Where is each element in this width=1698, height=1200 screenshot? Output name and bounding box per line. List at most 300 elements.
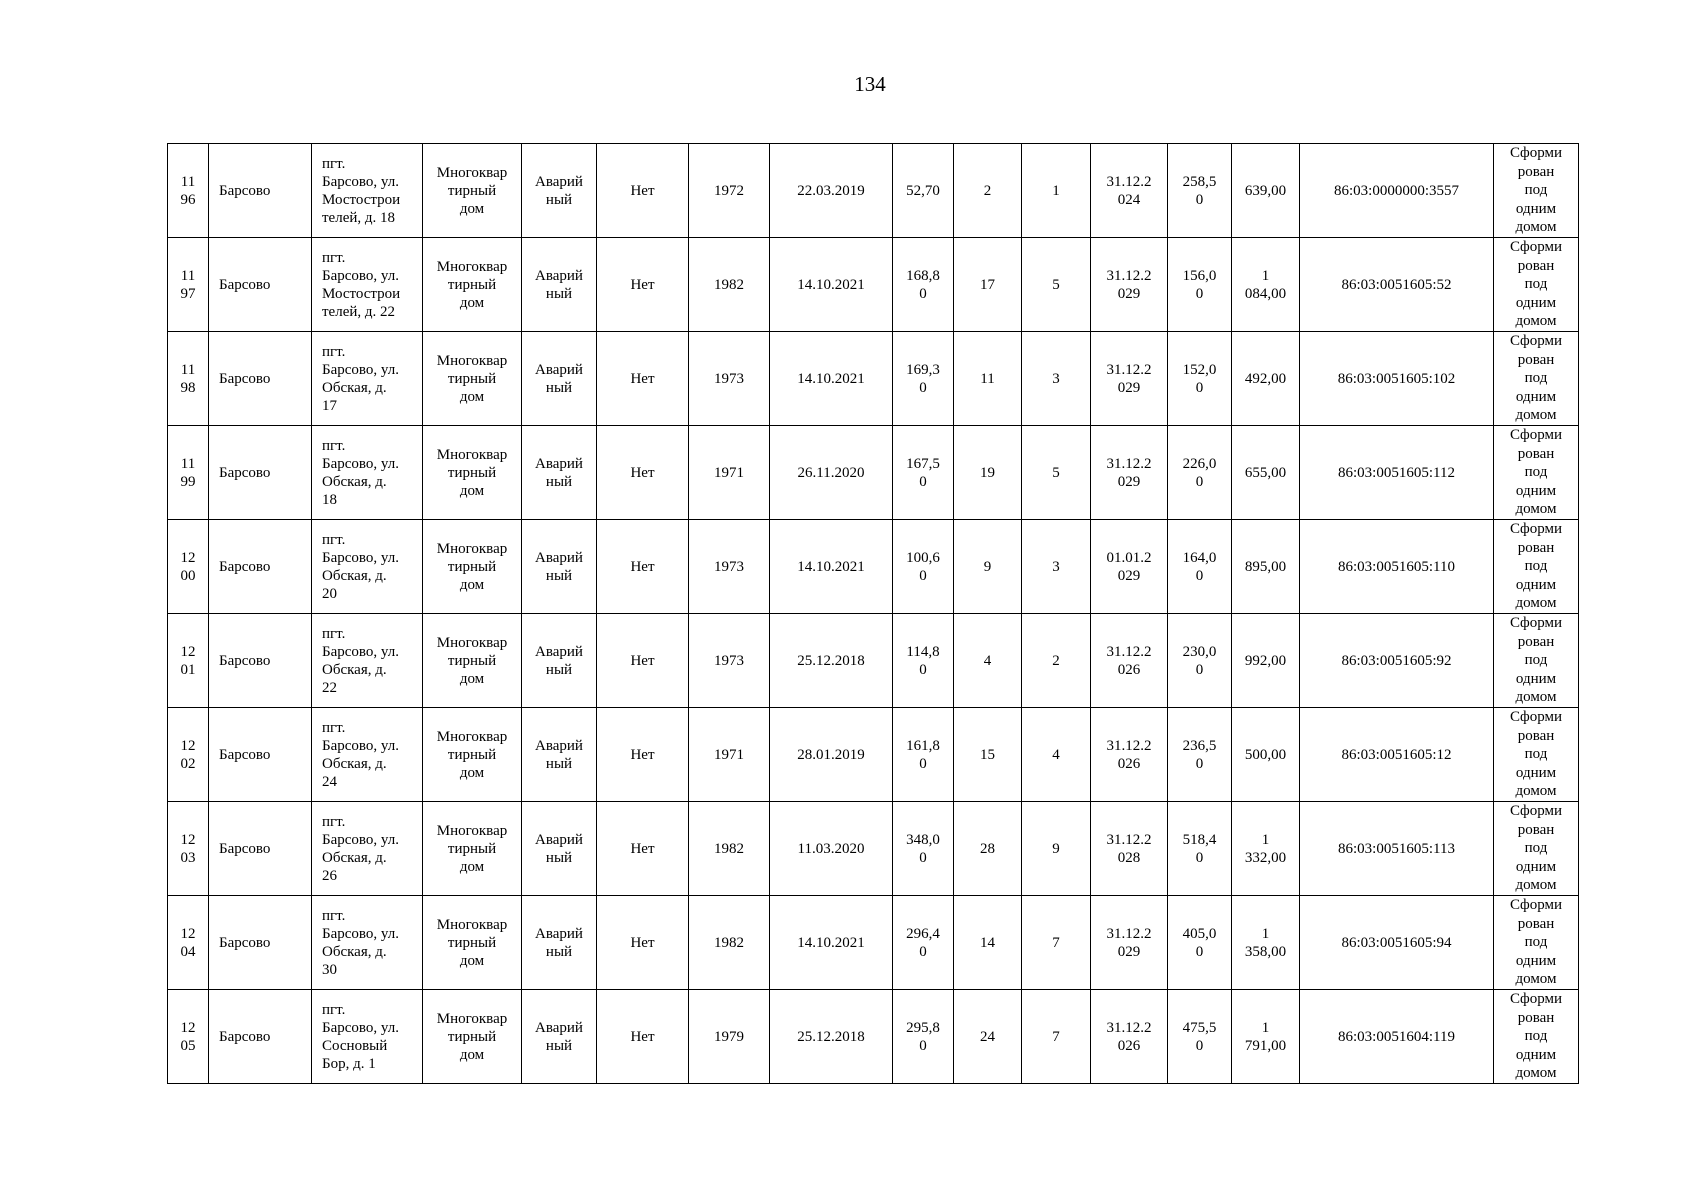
count-b-cell-text: 3	[1052, 558, 1060, 575]
count-b-cell	[1022, 144, 1091, 238]
note-cell-text: Сформи рован под одним домом	[1509, 145, 1563, 235]
recognition-date-cell-text: 26.11.2020	[797, 464, 865, 481]
cadastral-number-cell-text: 86:03:0000000:3557	[1333, 182, 1459, 199]
settlement-cell	[209, 238, 312, 332]
flag-cell-text: Нет	[630, 276, 655, 293]
value-a-cell-text: 236,5 0	[1182, 737, 1217, 772]
recognition-date-cell-text: 28.01.2019	[797, 746, 865, 763]
row-number-cell	[168, 144, 209, 238]
area-cell	[893, 426, 954, 520]
area-cell-text: 114,8 0	[906, 643, 940, 678]
planned-date-cell-text: 31.12.2 026	[1106, 737, 1152, 772]
note-cell-text: Сформи рован под одним домом	[1509, 991, 1563, 1081]
row-number-cell	[168, 990, 209, 1084]
year-built-cell	[689, 896, 770, 990]
value-b-cell	[1232, 426, 1300, 520]
building-type-cell	[423, 614, 522, 708]
row-number-cell-text: 12 01	[180, 643, 196, 678]
building-type-cell	[423, 238, 522, 332]
settlement-cell	[209, 708, 312, 802]
value-a-cell	[1168, 896, 1232, 990]
table-row	[168, 144, 1579, 238]
value-a-cell	[1168, 332, 1232, 426]
condition-cell	[522, 144, 597, 238]
building-type-cell-text: Многоквар тирный дом	[436, 352, 508, 405]
condition-cell-text: Аварий ный	[535, 361, 583, 396]
value-b-cell	[1232, 332, 1300, 426]
planned-date-cell-text: 31.12.2 029	[1106, 361, 1152, 396]
settlement-cell	[209, 614, 312, 708]
flag-cell	[597, 426, 689, 520]
address-cell-text: пгт. Барсово, ул. Обская, д. 30	[322, 907, 399, 978]
condition-cell-text: Аварий ный	[535, 925, 583, 960]
address-cell-text: пгт. Барсово, ул. Обская, д. 17	[322, 343, 399, 414]
count-a-cell	[954, 238, 1022, 332]
row-number-cell-text: 11 98	[180, 361, 196, 396]
area-cell	[893, 802, 954, 896]
count-a-cell	[954, 144, 1022, 238]
condition-cell	[522, 520, 597, 614]
condition-cell	[522, 802, 597, 896]
count-b-cell	[1022, 238, 1091, 332]
value-a-cell	[1168, 708, 1232, 802]
building-type-cell-text: Многоквар тирный дом	[436, 634, 508, 687]
cadastral-number-cell	[1300, 896, 1494, 990]
year-built-cell	[689, 708, 770, 802]
area-cell	[893, 896, 954, 990]
recognition-date-cell	[770, 144, 893, 238]
value-a-cell	[1168, 144, 1232, 238]
area-cell	[893, 520, 954, 614]
planned-date-cell	[1091, 238, 1168, 332]
condition-cell-text: Аварий ный	[535, 173, 583, 208]
building-type-cell-text: Многоквар тирный дом	[436, 446, 508, 499]
row-number-cell-text: 12 04	[180, 925, 196, 960]
note-cell	[1494, 520, 1579, 614]
count-a-cell-text: 11	[980, 370, 995, 387]
value-b-cell	[1232, 238, 1300, 332]
value-a-cell-text: 152,0 0	[1182, 361, 1217, 396]
value-a-cell	[1168, 520, 1232, 614]
settlement-cell	[209, 144, 312, 238]
cadastral-number-cell-text: 86:03:0051605:92	[1341, 652, 1452, 669]
planned-date-cell	[1091, 708, 1168, 802]
flag-cell-text: Нет	[630, 840, 655, 857]
count-b-cell-text: 2	[1052, 652, 1060, 669]
row-number-cell	[168, 708, 209, 802]
building-type-cell-text: Многоквар тирный дом	[436, 164, 508, 217]
area-cell-text: 348,0 0	[906, 831, 940, 866]
settlement-cell-text: Барсово	[219, 652, 271, 669]
year-built-cell	[689, 520, 770, 614]
area-cell	[893, 144, 954, 238]
planned-date-cell-text: 31.12.2 029	[1106, 925, 1152, 960]
table-row	[168, 426, 1579, 520]
row-number-cell	[168, 802, 209, 896]
settlement-cell	[209, 520, 312, 614]
value-b-cell-text: 655,00	[1244, 464, 1287, 481]
count-a-cell-text: 19	[980, 464, 995, 481]
count-a-cell-text: 24	[980, 1028, 995, 1045]
condition-cell-text: Аварий ный	[535, 455, 583, 490]
area-cell	[893, 990, 954, 1084]
flag-cell-text: Нет	[630, 1028, 655, 1045]
address-cell-text: пгт. Барсово, ул. Обская, д. 22	[322, 625, 399, 696]
building-type-cell	[423, 802, 522, 896]
value-b-cell-text: 639,00	[1244, 182, 1287, 199]
recognition-date-cell	[770, 708, 893, 802]
year-built-cell-text: 1973	[714, 652, 744, 669]
note-cell-text: Сформи рован под одним домом	[1509, 897, 1563, 987]
flag-cell	[597, 332, 689, 426]
settlement-cell-text: Барсово	[219, 182, 271, 199]
cadastral-number-cell-text: 86:03:0051605:102	[1337, 370, 1456, 387]
note-cell-text: Сформи рован под одним домом	[1509, 521, 1563, 611]
count-b-cell	[1022, 990, 1091, 1084]
building-type-cell	[423, 896, 522, 990]
recognition-date-cell	[770, 426, 893, 520]
building-type-cell	[423, 144, 522, 238]
row-number-cell-text: 12 00	[180, 549, 196, 584]
count-a-cell	[954, 520, 1022, 614]
count-a-cell-text: 4	[983, 652, 992, 669]
count-b-cell-text: 1	[1052, 182, 1060, 199]
condition-cell	[522, 332, 597, 426]
value-a-cell-text: 156,0 0	[1182, 267, 1217, 302]
row-number-cell	[168, 332, 209, 426]
count-a-cell	[954, 332, 1022, 426]
area-cell	[893, 332, 954, 426]
building-type-cell	[423, 990, 522, 1084]
condition-cell	[522, 708, 597, 802]
recognition-date-cell	[770, 990, 893, 1084]
building-type-cell-text: Многоквар тирный дом	[436, 540, 508, 593]
flag-cell-text: Нет	[630, 558, 655, 575]
value-b-cell	[1232, 614, 1300, 708]
building-type-cell-text: Многоквар тирный дом	[436, 916, 508, 969]
flag-cell-text: Нет	[630, 182, 655, 199]
area-cell-text: 52,70	[906, 182, 940, 199]
count-a-cell	[954, 426, 1022, 520]
flag-cell-text: Нет	[630, 370, 655, 387]
row-number-cell-text: 12 05	[180, 1019, 196, 1054]
flag-cell	[597, 144, 689, 238]
value-a-cell	[1168, 426, 1232, 520]
row-number-cell-text: 11 99	[180, 455, 196, 490]
cadastral-number-cell-text: 86:03:0051605:112	[1338, 464, 1455, 481]
value-b-cell	[1232, 802, 1300, 896]
flag-cell	[597, 708, 689, 802]
recognition-date-cell	[770, 614, 893, 708]
building-type-cell	[423, 708, 522, 802]
settlement-cell-text: Барсово	[219, 370, 271, 387]
value-a-cell-text: 518,4 0	[1182, 831, 1217, 866]
value-b-cell-text: 1 358,00	[1244, 925, 1287, 960]
table-row	[168, 708, 1579, 802]
recognition-date-cell-text: 14.10.2021	[797, 934, 865, 951]
row-number-cell	[168, 238, 209, 332]
address-cell-text: пгт. Барсово, ул. Сосновый Бор, д. 1	[322, 1001, 399, 1072]
value-b-cell-text: 1 084,00	[1244, 267, 1287, 302]
flag-cell	[597, 614, 689, 708]
building-type-cell	[423, 520, 522, 614]
planned-date-cell	[1091, 520, 1168, 614]
address-cell	[312, 144, 423, 238]
address-cell-text: пгт. Барсово, ул. Обская, д. 26	[322, 813, 399, 884]
flag-cell	[597, 896, 689, 990]
planned-date-cell-text: 31.12.2 024	[1106, 173, 1152, 208]
row-number-cell	[168, 426, 209, 520]
building-type-cell-text: Многоквар тирный дом	[436, 822, 508, 875]
year-built-cell	[689, 614, 770, 708]
table-row	[168, 802, 1579, 896]
note-cell-text: Сформи рован под одним домом	[1509, 709, 1563, 799]
value-b-cell	[1232, 990, 1300, 1084]
address-cell-text: пгт. Барсово, ул. Обская, д. 18	[322, 437, 399, 508]
condition-cell-text: Аварий ный	[535, 643, 583, 678]
planned-date-cell-text: 31.12.2 026	[1106, 643, 1152, 678]
value-b-cell-text: 1 332,00	[1244, 831, 1287, 866]
count-a-cell	[954, 896, 1022, 990]
note-cell-text: Сформи рован под одним домом	[1509, 803, 1563, 893]
address-cell	[312, 802, 423, 896]
housing-registry-table	[167, 143, 1579, 1084]
recognition-date-cell-text: 14.10.2021	[797, 558, 865, 575]
planned-date-cell	[1091, 426, 1168, 520]
address-cell	[312, 614, 423, 708]
note-cell-text: Сформи рован под одним домом	[1509, 333, 1563, 423]
count-a-cell	[954, 708, 1022, 802]
recognition-date-cell	[770, 332, 893, 426]
year-built-cell	[689, 802, 770, 896]
address-cell-text: пгт. Барсово, ул. Мостострои телей, д. 18	[322, 155, 401, 226]
condition-cell-text: Аварий ный	[535, 831, 583, 866]
recognition-date-cell-text: 11.03.2020	[797, 840, 865, 857]
planned-date-cell-text: 31.12.2 026	[1106, 1019, 1152, 1054]
year-built-cell-text: 1973	[714, 370, 744, 387]
area-cell	[893, 708, 954, 802]
cadastral-number-cell	[1300, 614, 1494, 708]
value-b-cell	[1232, 520, 1300, 614]
planned-date-cell	[1091, 144, 1168, 238]
area-cell-text: 296,4 0	[906, 925, 940, 960]
condition-cell-text: Аварий ный	[535, 267, 583, 302]
cadastral-number-cell-text: 86:03:0051605:110	[1338, 558, 1455, 575]
settlement-cell	[209, 896, 312, 990]
cadastral-number-cell	[1300, 144, 1494, 238]
value-a-cell-text: 230,0 0	[1182, 643, 1217, 678]
address-cell	[312, 990, 423, 1084]
value-b-cell-text: 992,00	[1244, 652, 1287, 669]
note-cell	[1494, 990, 1579, 1084]
settlement-cell-text: Барсово	[219, 464, 271, 481]
value-a-cell-text: 226,0 0	[1182, 455, 1217, 490]
value-b-cell	[1232, 708, 1300, 802]
year-built-cell-text: 1982	[714, 840, 744, 857]
area-cell	[893, 238, 954, 332]
value-a-cell-text: 405,0 0	[1182, 925, 1217, 960]
count-b-cell	[1022, 802, 1091, 896]
condition-cell	[522, 238, 597, 332]
recognition-date-cell	[770, 238, 893, 332]
planned-date-cell-text: 31.12.2 029	[1106, 455, 1152, 490]
value-b-cell-text: 492,00	[1244, 370, 1287, 387]
settlement-cell	[209, 990, 312, 1084]
address-cell	[312, 426, 423, 520]
count-b-cell	[1022, 614, 1091, 708]
year-built-cell	[689, 426, 770, 520]
cadastral-number-cell	[1300, 332, 1494, 426]
value-a-cell	[1168, 238, 1232, 332]
planned-date-cell	[1091, 990, 1168, 1084]
settlement-cell	[209, 332, 312, 426]
count-a-cell-text: 28	[980, 840, 995, 857]
cadastral-number-cell	[1300, 238, 1494, 332]
year-built-cell	[689, 238, 770, 332]
recognition-date-cell	[770, 802, 893, 896]
settlement-cell-text: Барсово	[219, 840, 271, 857]
note-cell-text: Сформи рован под одним домом	[1509, 427, 1563, 517]
count-a-cell	[954, 614, 1022, 708]
note-cell	[1494, 426, 1579, 520]
area-cell	[893, 614, 954, 708]
row-number-cell	[168, 896, 209, 990]
planned-date-cell	[1091, 332, 1168, 426]
condition-cell	[522, 426, 597, 520]
value-b-cell-text: 895,00	[1244, 558, 1287, 575]
cadastral-number-cell-text: 86:03:0051605:94	[1341, 934, 1452, 951]
count-b-cell-text: 4	[1052, 746, 1060, 763]
value-a-cell	[1168, 614, 1232, 708]
year-built-cell-text: 1972	[714, 182, 744, 199]
value-a-cell	[1168, 990, 1232, 1084]
recognition-date-cell-text: 25.12.2018	[797, 652, 865, 669]
row-number-cell-text: 11 96	[180, 173, 196, 208]
building-type-cell-text: Многоквар тирный дом	[436, 1010, 508, 1063]
row-number-cell	[168, 614, 209, 708]
count-b-cell	[1022, 708, 1091, 802]
note-cell	[1494, 708, 1579, 802]
settlement-cell-text: Барсово	[219, 746, 271, 763]
cadastral-number-cell	[1300, 802, 1494, 896]
area-cell-text: 161,8 0	[906, 737, 940, 772]
value-a-cell	[1168, 802, 1232, 896]
flag-cell-text: Нет	[630, 652, 655, 669]
settlement-cell-text: Барсово	[219, 558, 271, 575]
condition-cell-text: Аварий ный	[535, 549, 583, 584]
cadastral-number-cell-text: 86:03:0051605:113	[1338, 840, 1455, 857]
condition-cell	[522, 614, 597, 708]
note-cell-text: Сформи рован под одним домом	[1509, 615, 1563, 705]
address-cell	[312, 708, 423, 802]
recognition-date-cell-text: 25.12.2018	[797, 1028, 865, 1045]
count-b-cell-text: 5	[1052, 276, 1060, 293]
settlement-cell-text: Барсово	[219, 276, 271, 293]
address-cell	[312, 520, 423, 614]
count-a-cell	[954, 802, 1022, 896]
recognition-date-cell-text: 14.10.2021	[797, 370, 865, 387]
cadastral-number-cell	[1300, 426, 1494, 520]
planned-date-cell	[1091, 896, 1168, 990]
area-cell-text: 169,3 0	[906, 361, 940, 396]
note-cell	[1494, 614, 1579, 708]
year-built-cell	[689, 144, 770, 238]
value-a-cell-text: 164,0 0	[1182, 549, 1217, 584]
condition-cell	[522, 990, 597, 1084]
flag-cell	[597, 520, 689, 614]
note-cell	[1494, 332, 1579, 426]
cadastral-number-cell	[1300, 520, 1494, 614]
recognition-date-cell	[770, 520, 893, 614]
note-cell-text: Сформи рован под одним домом	[1509, 239, 1563, 329]
count-a-cell-text: 17	[980, 276, 995, 293]
planned-date-cell-text: 01.01.2 029	[1106, 549, 1152, 584]
count-b-cell-text: 5	[1052, 464, 1060, 481]
count-a-cell-text: 2	[983, 182, 992, 199]
recognition-date-cell	[770, 896, 893, 990]
table-row	[168, 896, 1579, 990]
planned-date-cell	[1091, 614, 1168, 708]
page-number: 134	[854, 72, 886, 96]
row-number-cell-text: 12 03	[180, 831, 196, 866]
building-type-cell-text: Многоквар тирный дом	[436, 258, 508, 311]
flag-cell	[597, 990, 689, 1084]
count-b-cell	[1022, 520, 1091, 614]
year-built-cell-text: 1971	[714, 464, 744, 481]
cadastral-number-cell-text: 86:03:0051604:119	[1338, 1028, 1455, 1045]
area-cell-text: 100,6 0	[906, 549, 940, 584]
recognition-date-cell-text: 14.10.2021	[797, 276, 865, 293]
count-b-cell-text: 3	[1052, 370, 1060, 387]
value-b-cell	[1232, 144, 1300, 238]
planned-date-cell-text: 31.12.2 028	[1106, 831, 1152, 866]
note-cell	[1494, 144, 1579, 238]
row-number-cell-text: 12 02	[180, 737, 196, 772]
address-cell-text: пгт. Барсово, ул. Обская, д. 20	[322, 531, 399, 602]
table-row	[168, 520, 1579, 614]
row-number-cell	[168, 520, 209, 614]
count-a-cell	[954, 990, 1022, 1084]
planned-date-cell	[1091, 802, 1168, 896]
flag-cell	[597, 238, 689, 332]
settlement-cell	[209, 802, 312, 896]
address-cell-text: пгт. Барсово, ул. Обская, д. 24	[322, 719, 399, 790]
area-cell-text: 167,5 0	[906, 455, 940, 490]
settlement-cell-text: Барсово	[219, 934, 271, 951]
value-a-cell-text: 475,5 0	[1182, 1019, 1217, 1054]
cadastral-number-cell	[1300, 990, 1494, 1084]
count-a-cell-text: 14	[980, 934, 995, 951]
note-cell	[1494, 238, 1579, 332]
condition-cell	[522, 896, 597, 990]
year-built-cell-text: 1971	[714, 746, 744, 763]
value-b-cell	[1232, 896, 1300, 990]
value-b-cell-text: 1 791,00	[1244, 1019, 1287, 1054]
area-cell-text: 295,8 0	[906, 1019, 940, 1054]
building-type-cell	[423, 332, 522, 426]
planned-date-cell-text: 31.12.2 029	[1106, 267, 1152, 302]
count-a-cell-text: 15	[980, 746, 995, 763]
count-b-cell-text: 9	[1052, 840, 1060, 857]
recognition-date-cell-text: 22.03.2019	[797, 182, 865, 199]
count-b-cell-text: 7	[1052, 1028, 1060, 1045]
year-built-cell-text: 1979	[714, 1028, 744, 1045]
count-b-cell	[1022, 896, 1091, 990]
building-type-cell	[423, 426, 522, 520]
settlement-cell-text: Барсово	[219, 1028, 271, 1045]
table-row	[168, 238, 1579, 332]
condition-cell-text: Аварий ный	[535, 737, 583, 772]
